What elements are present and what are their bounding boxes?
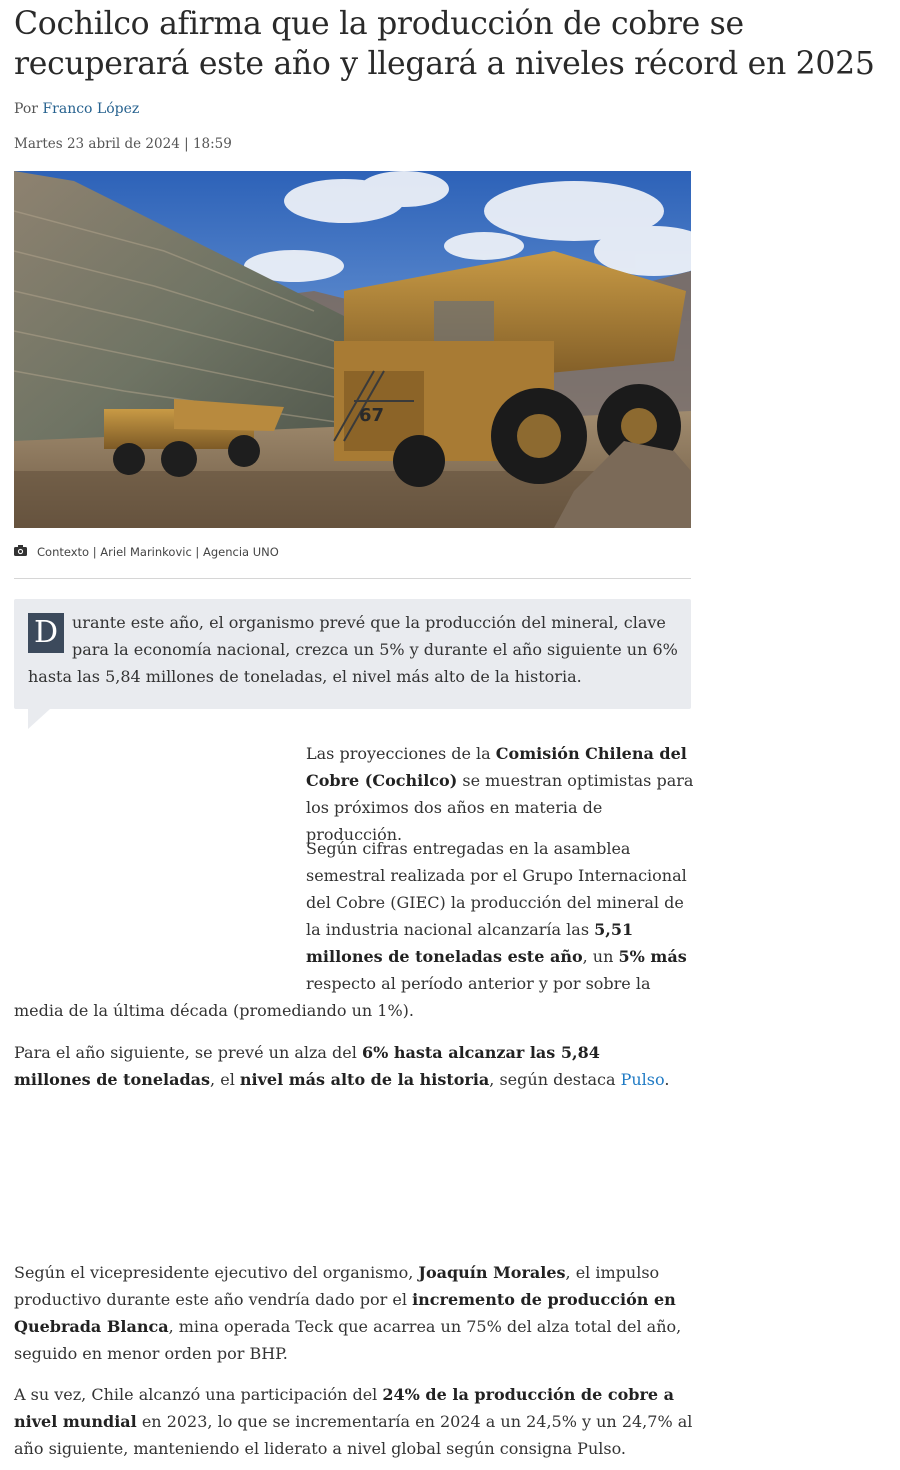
text: , mina operada Teck que acarrea un 75% del alza total del año, seguido en menor orden por BHP.: [14, 1317, 682, 1363]
byline-prefix: Por: [14, 101, 38, 117]
text: Según cifras entregadas en la asamblea semestral realizada por el Grupo Internacional del Cobre (GIEC) la producción del mineral de la industria nacional alcanzaría las: [306, 839, 687, 939]
bold-text: 6% hasta alcanzar las 5,84 millones de toneladas: [14, 1043, 600, 1089]
dateline: [14, 136, 232, 152]
ad-spacer: [14, 835, 306, 997]
text: , un: [582, 947, 619, 966]
image-caption: [14, 545, 279, 559]
text: respecto al período anterior y por sobre la media de la última década (promediando un 1%).: [14, 974, 651, 1020]
lead-body: urante este año, el organismo prevé que la producción del mineral, clave para la economía nacional, crezca un 5% y durante el año siguiente un 6% hasta las 5,84 millones de toneladas, el nivel más alto de la historia.: [28, 613, 678, 686]
paragraph-vicepresident: [14, 1259, 698, 1367]
bold-text: incremento de producción en Quebrada Blanca: [14, 1290, 676, 1336]
publish-time: 18:59: [192, 136, 232, 152]
text: A su vez, Chile alcanzó una participación del: [14, 1385, 383, 1404]
text: , según destaca: [489, 1070, 621, 1089]
lead-box-tail: [28, 709, 50, 729]
bold-text: 24% de la producción de cobre a nivel mundial: [14, 1385, 675, 1431]
lead-box: [14, 599, 691, 709]
divider: [14, 578, 691, 579]
dropcap: D: [28, 613, 64, 653]
date-separator: |: [184, 136, 189, 152]
text: Para el año siguiente, se prevé un alza del: [14, 1043, 362, 1062]
text: , el impulso productivo durante este año vendría dado por el: [14, 1263, 660, 1309]
text: , el: [210, 1070, 240, 1089]
article-title: Cochilco afirma que la producción de cobre se recuperará este año y llegará a niveles récord en 2025: [14, 6, 875, 82]
mining-trucks-illustration: [14, 171, 691, 528]
publish-date: Martes 23 abril de 2024: [14, 136, 180, 152]
bold-text: Joaquín Morales: [418, 1263, 566, 1282]
author-link[interactable]: Franco López: [42, 101, 140, 117]
paragraph-next-year: [14, 1039, 674, 1093]
truck-number: 67: [359, 405, 385, 426]
camera-icon: [14, 545, 27, 559]
paragraph-giec: [14, 835, 698, 1024]
paragraph-chile-share: [14, 1381, 698, 1462]
hero-image: [14, 171, 691, 528]
text: .: [664, 1070, 670, 1089]
byline: [14, 101, 139, 117]
lead-text: [28, 609, 688, 690]
bold-text: Comisión Chilena del Cobre (Cochilco): [306, 744, 687, 790]
text: Las proyecciones de la: [306, 744, 496, 763]
text: se muestran optimistas para los próximos dos años en materia de producción.: [306, 771, 694, 844]
paragraph-projections: [306, 740, 698, 848]
bold-text: 5,51 millones de toneladas este año: [306, 920, 634, 966]
caption-text: Contexto | Ariel Marinkovic | Agencia UNO: [37, 545, 279, 559]
text: en 2023, lo que se incrementaría en 2024 a un 24,5% y un 24,7% al año siguiente, manteniendo el liderato a nivel global según consigna Pulso.: [14, 1412, 693, 1458]
pulso-link[interactable]: Pulso: [620, 1070, 665, 1089]
bold-text: 5% más: [618, 947, 687, 966]
bold-text: nivel más alto de la historia: [239, 1070, 490, 1089]
text: Según el vicepresidente ejecutivo del organismo,: [14, 1263, 419, 1282]
